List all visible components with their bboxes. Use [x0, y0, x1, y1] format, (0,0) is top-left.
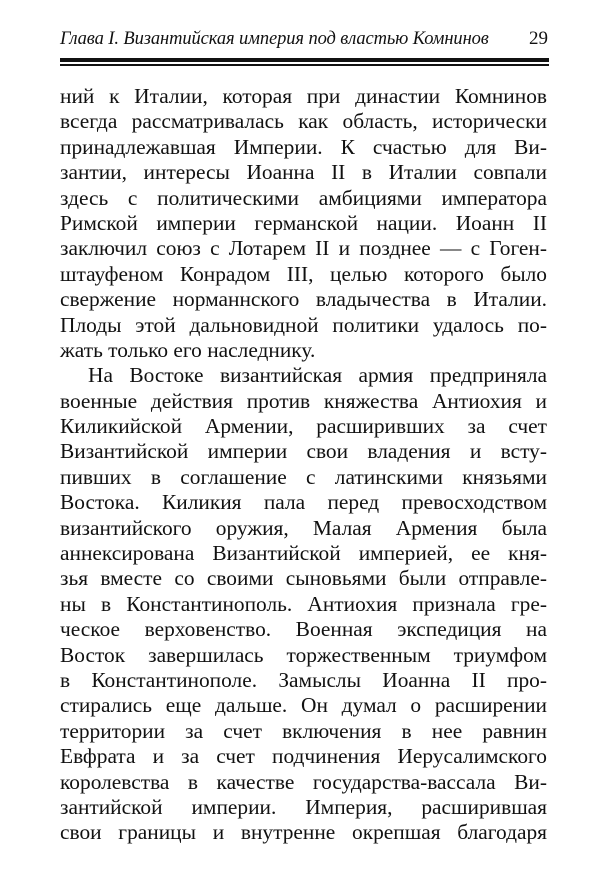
header-rule-thick: [60, 58, 549, 62]
text-line: в Константинополе. Замыслы Иоанна II про-: [60, 667, 547, 692]
text-line: ний к Италии, которая при династии Комнинов: [60, 84, 547, 108]
body-text: [60, 84, 547, 846]
text-line: зантийской империи. Империя, расширившая: [60, 794, 547, 819]
text-line: зантии, интересы Иоанна II в Италии совпали: [60, 160, 547, 185]
text-line: жать только его наследнику.: [60, 337, 316, 362]
text-line: свержение норманнского владычества в Италии.: [60, 287, 547, 312]
text-line: Восток завершилась торжественным триумфом: [60, 642, 547, 667]
text-line: заключил союз с Лотарем II и позднее — с Гоген-: [60, 236, 547, 261]
text-line: ны в Константинополь. Антиохия признала гре-: [60, 591, 547, 616]
text-line: территории за счет включения в нее равнин: [60, 718, 547, 743]
text-line: Римской империи германской нации. Иоанн II: [60, 210, 547, 235]
text-line: здесь с политическими амбициями императора: [60, 185, 547, 210]
chapter-title: Глава I. Византийская империя под властью Комнинов: [60, 29, 489, 49]
text-line: аннексирована Византийской империей, ее кня-: [60, 541, 547, 566]
page-number: 29: [529, 28, 548, 49]
text-line: На Востоке византийская армия предприняла: [88, 363, 547, 388]
text-line: Евфрата и за счет подчинения Иерусалимского: [60, 744, 547, 769]
text-line: военные действия против княжества Антиохия и: [60, 388, 547, 413]
text-line: стирались еще дальше. Он думал о расширении: [60, 693, 547, 718]
text-line: Востока. Киликия пала перед превосходством: [60, 490, 547, 515]
paragraph-1: [60, 84, 547, 363]
paragraph-2: [60, 363, 547, 845]
running-head: [60, 26, 548, 56]
text-line: Плоды этой дальновидной политики удалось по-: [60, 312, 547, 337]
text-line: зья вместе со своими сыновьями были отправле-: [60, 566, 547, 591]
text-line: свои границы и внутренне окрепшая благодаря: [60, 820, 547, 845]
text-line: всегда рассматривалась как область, исторически: [60, 109, 547, 134]
text-line: ческое верховенство. Военная экспедиция на: [60, 617, 547, 642]
text-line: византийского оружия, Малая Армения была: [60, 515, 547, 540]
text-line: Киликийской Армении, расширивших за счет: [60, 414, 547, 439]
text-line: Византийской империи свои владения и всту-: [60, 439, 547, 464]
text-line: штауфеном Конрадом III, целью которого было: [60, 261, 547, 286]
text-line: королевства в качестве государства-вассала Ви-: [60, 769, 547, 794]
text-line: пивших в соглашение с латинскими князьями: [60, 464, 547, 489]
text-line: принадлежавшая Империи. К счастью для Ви-: [60, 134, 547, 159]
header-rule-thin: [60, 64, 549, 66]
